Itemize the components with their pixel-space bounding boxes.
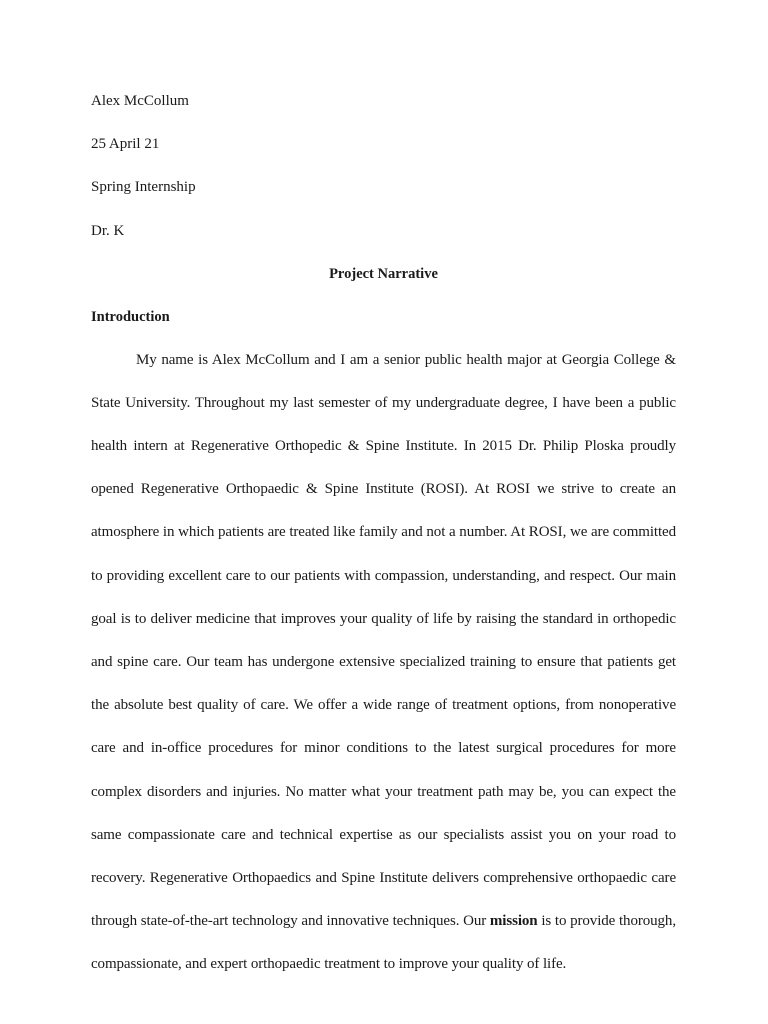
course-name: Spring Internship: [91, 179, 196, 196]
document-title: Project Narrative: [329, 265, 438, 282]
section-heading: Introduction: [91, 308, 170, 325]
mission-keyword: mission: [489, 913, 538, 930]
introduction-paragraph: [91, 339, 676, 987]
paragraph-text-start: My name is Alex McCollum and I am a senior public health major at Georgia College & State University. Throughout my last semester of my undergraduate degree, I have been a public health intern at Regenerative Orthopedic & Spine Institute. In 2015 Dr. Philip Ploska proudly opened Regenerative Orthopaedic & Spine Institute (ROSI). At ROSI we strive to create an atmosphere in which patients are treated like family and not a number. At ROSI, we are committed to providing excellent care to our patients with compassion, understanding, and respect. Our main goal is to deliver medicine that improves your quality of life by raising the standard in orthopedic and spine care. Our team has undergone extensive specialized training to ensure that patients get the absolute best quality of care. We offer a wide range of treatment options, from nonoperative care and in-office procedures for minor conditions to the latest surgical procedures for more complex disorders and injuries. No matter what your treatment path may be, you can expect the same compassionate care and technical expertise as our specialists assist you on your road to recovery. Regenerative Orthopaedics and Spine Institute delivers comprehensive orthopaedic care through state-of-the-art technology and innovative techniques. Our: [91, 351, 676, 930]
instructor-name: Dr. K: [91, 222, 125, 239]
document-body: [91, 87, 676, 987]
document-date: 25 April 21: [91, 136, 160, 153]
author-name: Alex McCollum: [91, 93, 189, 109]
paragraph-text-end: is to provide thorough, compassionate, and expert orthopaedic treatment to improve your quality of life.: [91, 913, 676, 973]
